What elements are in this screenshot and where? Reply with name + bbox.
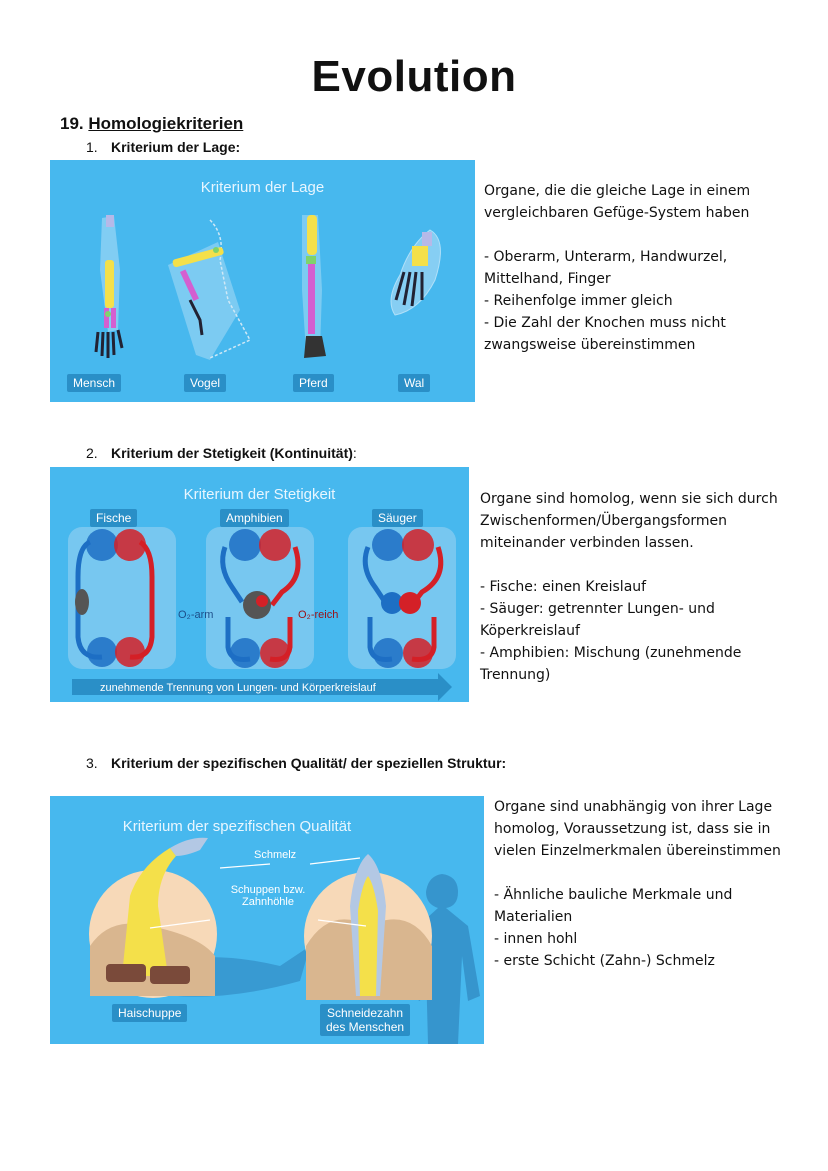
- human-arm: [96, 215, 122, 358]
- label-o2-reich: O₂-reich: [298, 609, 339, 621]
- label-haischuppe: Haischuppe: [112, 1004, 187, 1022]
- criterion-1-heading: 1. Kriterium der Lage:: [86, 139, 241, 155]
- label-vogel: Vogel: [184, 374, 226, 392]
- label-schneidezahn: Schneidezahn des Menschen: [320, 1004, 410, 1036]
- horse-leg: [302, 215, 326, 358]
- whale-flipper: [391, 230, 440, 315]
- page-title: Evolution: [311, 52, 517, 101]
- bird-wing: [168, 220, 250, 360]
- figure-kriterium-qualitaet: [50, 796, 484, 1044]
- label-amphibien: Amphibien: [220, 509, 289, 527]
- figure-title: Kriterium der Lage: [200, 179, 325, 196]
- section-number: 19.: [60, 114, 84, 133]
- label-o2-arm: O₂-arm: [178, 609, 214, 621]
- figure-title: Kriterium der spezifischen Qualität: [122, 818, 352, 835]
- label-wal: Wal: [398, 374, 430, 392]
- figure-kriterium-lage: [50, 160, 475, 402]
- figure-kriterium-stetigkeit: [50, 467, 469, 702]
- limb-skeletons-illustration: [50, 160, 475, 402]
- label-arrow-text: zunehmende Trennung von Lungen- und Körperkreislauf: [100, 682, 376, 694]
- criterion-1-text: Organe, die die gleiche Lage in einem vergleichbaren Gefüge-System haben - Oberarm, Unterarm, Handwurzel, Mittelhand, Finger - Reihenfolge immer gleich - Die Zahl der Knochen muss nicht zwangsweise übereinstimmen: [484, 183, 751, 353]
- label-schuppen: Schuppen bzw. Zahnhöhle: [230, 884, 306, 908]
- label-schmelz: Schmelz: [254, 849, 297, 861]
- criterion-3-heading: 3. Kriterium der spezifischen Qualität/ der speziellen Struktur:: [86, 755, 507, 771]
- label-fische: Fische: [90, 509, 137, 527]
- label-pferd: Pferd: [293, 374, 334, 392]
- section-heading: [60, 114, 243, 134]
- criterion-3-text: Organe sind unabhängig von ihrer Lage homolog, Voraussetzung ist, dass sie in vielen Einzelmerkmalen übereinstimmen - Ähnliche bauliche Merkmale und Materialien - innen hohl - erste Schicht (Zahn-) Schmelz: [494, 799, 781, 969]
- section-title: Homologiekriterien: [88, 114, 244, 133]
- figure-title: Kriterium der Stetigkeit: [183, 486, 336, 503]
- label-mensch: Mensch: [67, 374, 121, 392]
- criterion-2-heading: 2. Kriterium der Stetigkeit (Kontinuität):: [86, 445, 357, 461]
- criterion-2-text: Organe sind homolog, wenn sie sich durch Zwischenformen/Übergangsformen miteinander verbinden lassen. - Fische: einen Kreislauf - Säuger: getrennter Lungen- und Köperkreislauf - Amphibien: Mischung (zunehmende Trennung): [480, 491, 778, 683]
- label-saeuger: Säuger: [372, 509, 423, 527]
- circulation-diagrams: [50, 467, 469, 702]
